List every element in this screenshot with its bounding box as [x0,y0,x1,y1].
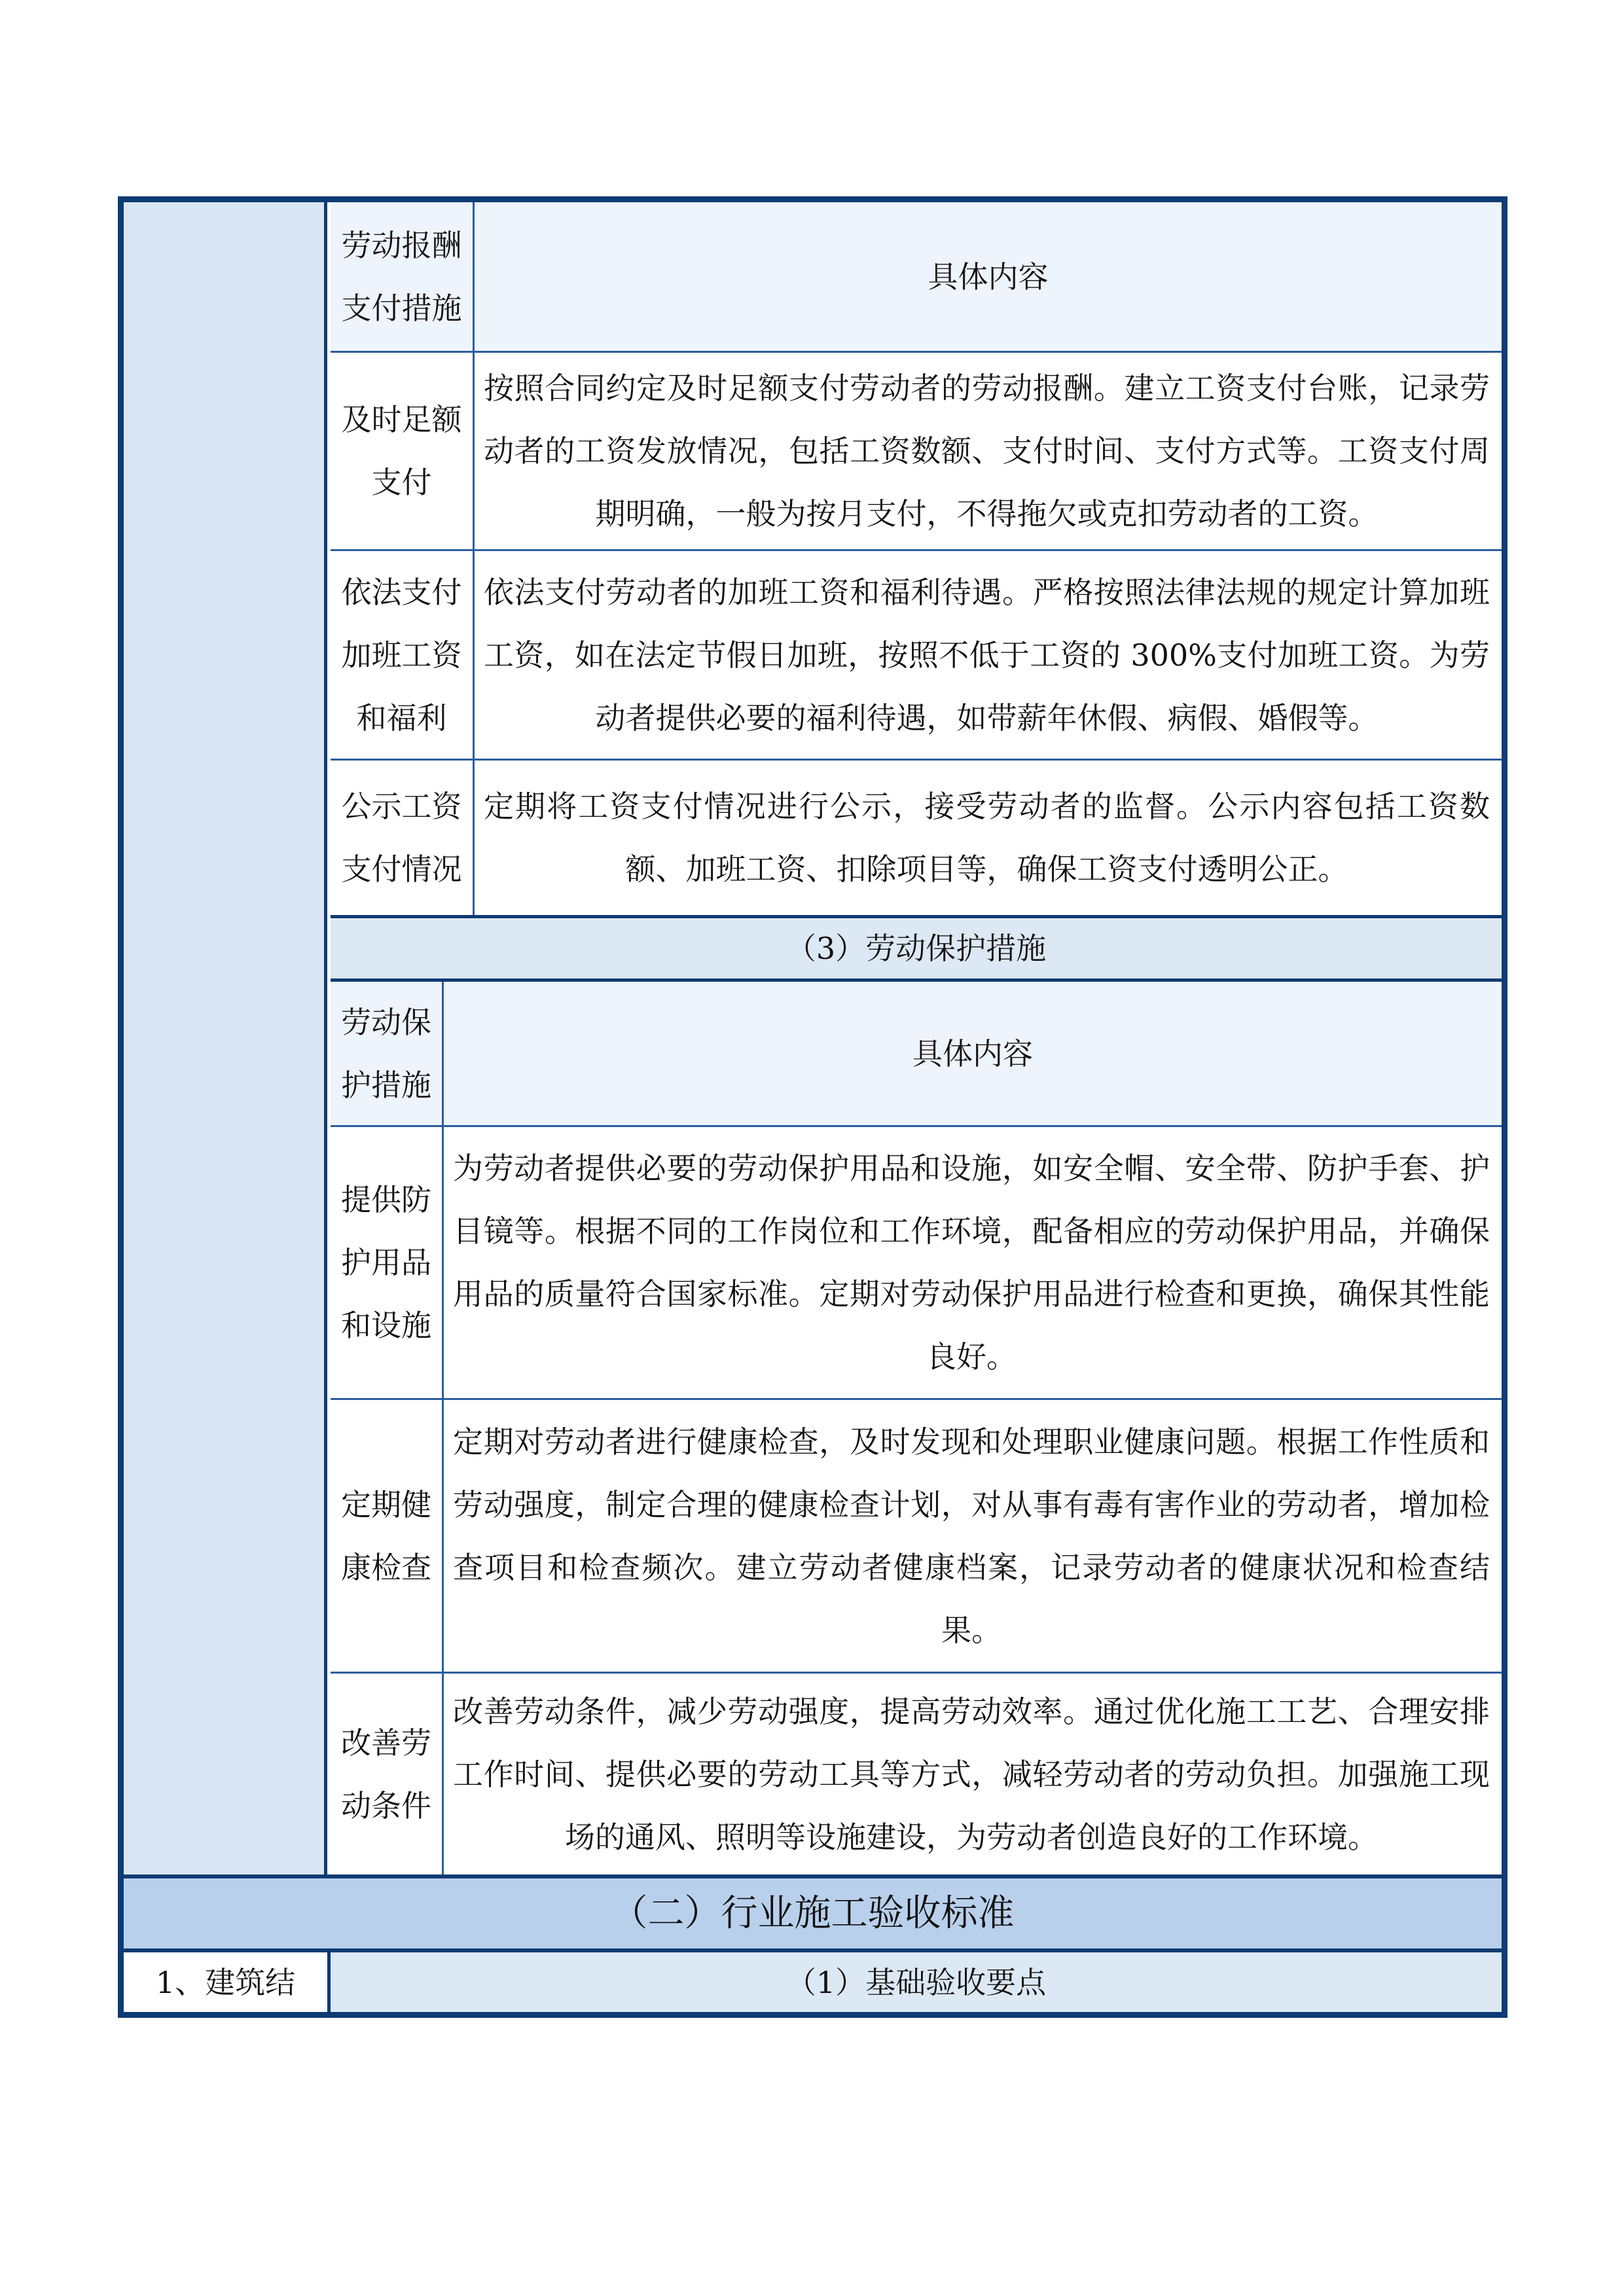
protection-content-header: 具体内容 [912,1035,1033,1071]
wage-row-label: 公示工资 支付情况 [341,789,462,887]
protection-row-label: 定期健 康检查 [341,1486,431,1585]
acceptance-subtitle: （1）基础验收要点 [331,1952,1502,2012]
protection-row-label: 改善劳 动条件 [341,1725,431,1823]
protection-section-title: （3）劳动保护措施 [331,918,1502,978]
protection-row-text: 改善劳动条件，减少劳动强度，提高劳动效率。通过优化施工工艺、合理安排工作时间、提供必要的劳动工具等方式，减轻劳动者的劳动负担。加强施工现场的通风、照明等设施建设，为劳动者创造良好的工作环境。 [453,1693,1490,1855]
protection-measure-header: 劳动保 护措施 [341,1004,431,1103]
wage-row-label: 依法支付 加班工资 和福利 [341,574,462,736]
protection-row-text: 为劳动者提供必要的劳动保护用品和设施，如安全帽、安全带、防护手套、护目镜等。根据不同的工作岗位和工作环境，配备相应的劳动保护用品，并确保用品的质量符合国家标准。定期对劳动保护用品进行检查和更换，确保其性能良好。 [453,1151,1490,1374]
wage-content-header: 具体内容 [928,259,1049,295]
wage-row-text: 定期将工资支付情况进行公示，接受劳动者的监督。公示内容包括工资数额、加班工资、扣除项目等，确保工资支付透明公正。 [484,789,1490,887]
wage-row-label: 及时足额 支付 [341,402,462,500]
wage-row-text: 依法支付劳动者的加班工资和福利待遇。严格按照法律法规的规定计算加班工资，如在法定节假日加班，按照不低于工资的 300%支付加班工资。为劳动者提供必要的福利待遇，如带薪年休假、病假、婚假等。 [484,574,1490,736]
section-banner: （二）行业施工验收标准 [124,1878,1502,1948]
protection-row-text: 定期对劳动者进行健康检查，及时发现和处理职业健康问题。根据工作性质和劳动强度，制定合理的健康检查计划，对从事有毒有害作业的劳动者，增加检查项目和检查频次。建立劳动者健康档案，记录劳动者的健康状况和检查结果。 [453,1424,1490,1648]
category-label: 1、建筑结 [124,1952,327,2012]
protection-row-label: 提供防 护用品 和设施 [341,1182,431,1343]
wage-row-text: 按照合同约定及时足额支付劳动者的劳动报酬。建立工资支付台账，记录劳动者的工资发放情况，包括工资数额、支付时间、支付方式等。工资支付周期明确，一般为按月支付，不得拖欠或克扣劳动者的工资。 [484,370,1490,531]
wage-measure-header: 劳动报酬 支付措施 [341,227,462,326]
left-category-column [124,202,327,1874]
